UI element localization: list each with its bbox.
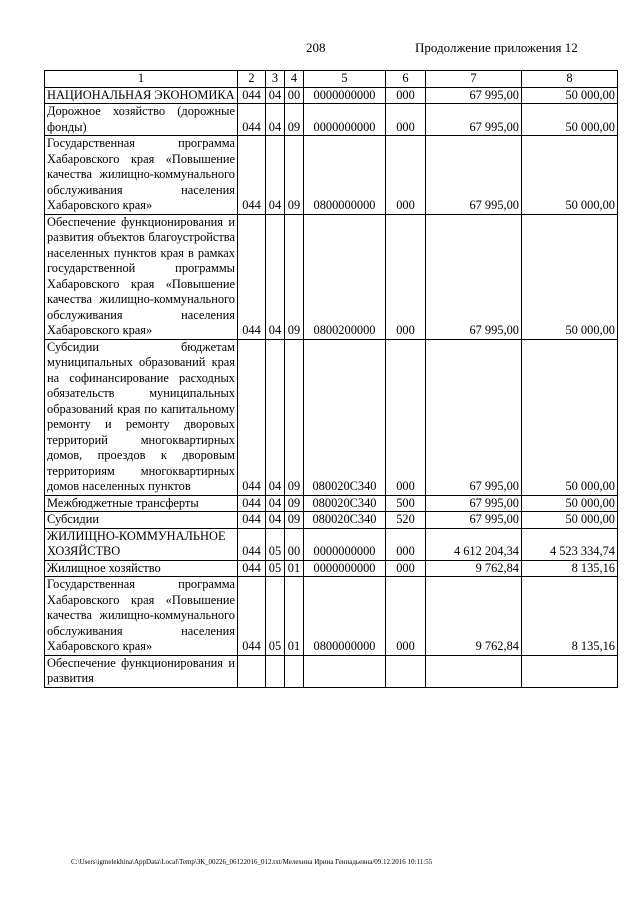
table-row (45, 87, 618, 104)
row-value-cell: 044 (238, 136, 266, 215)
row-value-cell: 044 (238, 577, 266, 656)
table-row (45, 528, 618, 560)
row-value-cell: 4 612 204,34 (426, 528, 522, 560)
row-value-cell: 520 (386, 512, 426, 529)
column-header: 5 (304, 71, 386, 88)
column-header: 3 (266, 71, 285, 88)
row-value-cell: 8 135,16 (522, 577, 618, 656)
appendix-continuation-label: Продолжение приложения 12 (415, 40, 578, 55)
row-value-cell (304, 655, 386, 687)
column-header: 4 (285, 71, 304, 88)
table-row (45, 214, 618, 339)
row-value-cell: 67 995,00 (426, 339, 522, 495)
row-value-cell: 01 (285, 560, 304, 577)
row-value-cell: 09 (285, 214, 304, 339)
row-value-cell: 67 995,00 (426, 104, 522, 136)
row-value-cell: 09 (285, 512, 304, 529)
row-value-cell (266, 655, 285, 687)
row-value-cell: 09 (285, 495, 304, 512)
row-value-cell: 50 000,00 (522, 214, 618, 339)
row-value-cell: 000 (386, 87, 426, 104)
row-value-cell: 044 (238, 512, 266, 529)
row-value-cell (522, 655, 618, 687)
row-value-cell: 04 (266, 87, 285, 104)
row-value-cell: 01 (285, 577, 304, 656)
row-value-cell: 67 995,00 (426, 512, 522, 529)
footer-file-path: C:\Users\igmelekhina\AppData\Local\Temp\ЗК_00226_06122016_012.txt/Мелехина Ирина Геннадьевна/09.12.2016 10:11:55 (71, 858, 433, 866)
row-value-cell: 04 (266, 512, 285, 529)
table-row (45, 577, 618, 656)
row-name-cell: Межбюджетные трансферты (45, 495, 238, 512)
row-value-cell: 09 (285, 339, 304, 495)
row-value-cell: 000 (386, 560, 426, 577)
row-value-cell (426, 655, 522, 687)
row-name-cell: Обеспечение функционирования и развития объектов благоустройства населенных пунктов края в рамках государственной программы Хабаровского края «Повышение качества жилищно-коммунального обслуживания населения Хабаровского края» (45, 214, 238, 339)
row-value-cell: 080020С340 (304, 495, 386, 512)
table-row (45, 655, 618, 687)
row-value-cell: 05 (266, 528, 285, 560)
row-value-cell (386, 655, 426, 687)
table-row (45, 495, 618, 512)
row-value-cell: 50 000,00 (522, 495, 618, 512)
column-header: 1 (45, 71, 238, 88)
row-value-cell: 50 000,00 (522, 87, 618, 104)
row-value-cell: 67 995,00 (426, 495, 522, 512)
row-value-cell: 000 (386, 577, 426, 656)
row-value-cell: 09 (285, 104, 304, 136)
row-value-cell: 500 (386, 495, 426, 512)
row-value-cell: 00 (285, 87, 304, 104)
column-header: 8 (522, 71, 618, 88)
row-value-cell: 044 (238, 560, 266, 577)
row-value-cell: 0000000000 (304, 560, 386, 577)
row-value-cell: 04 (266, 339, 285, 495)
row-value-cell: 50 000,00 (522, 104, 618, 136)
row-name-cell: Государственная программа Хабаровского края «Повышение качества жилищно-коммунального обслуживания населения Хабаровского края» (45, 136, 238, 215)
row-name-cell: Субсидии (45, 512, 238, 529)
table-row (45, 136, 618, 215)
row-value-cell: 09 (285, 136, 304, 215)
row-value-cell: 50 000,00 (522, 512, 618, 529)
column-header: 2 (238, 71, 266, 88)
row-name-cell: ЖИЛИЩНО-КОММУНАЛЬНОЕ ХОЗЯЙСТВО (45, 528, 238, 560)
row-value-cell: 000 (386, 214, 426, 339)
column-header: 6 (386, 71, 426, 88)
row-value-cell: 044 (238, 528, 266, 560)
row-value-cell: 04 (266, 495, 285, 512)
row-name-cell: НАЦИОНАЛЬНАЯ ЭКОНОМИКА (45, 87, 238, 104)
row-value-cell: 05 (266, 577, 285, 656)
row-value-cell: 044 (238, 339, 266, 495)
budget-table (44, 70, 618, 688)
row-value-cell: 080020С340 (304, 339, 386, 495)
row-value-cell: 04 (266, 136, 285, 215)
row-value-cell: 000 (386, 528, 426, 560)
row-value-cell: 9 762,84 (426, 560, 522, 577)
table-row (45, 512, 618, 529)
row-value-cell: 0800200000 (304, 214, 386, 339)
table-row (45, 104, 618, 136)
row-name-cell: Субсидии бюджетам муниципальных образований края на софинансирование расходных обязательств муниципальных образований края по капитальному ремонту и ремонту дворовых территорий многоквартирных домов, проездов к дворовым территориям многоквартирных домов населенных пунктов (45, 339, 238, 495)
row-value-cell: 04 (266, 214, 285, 339)
table-header-row (45, 71, 618, 88)
row-value-cell: 0000000000 (304, 104, 386, 136)
row-value-cell: 0800000000 (304, 577, 386, 656)
row-value-cell: 044 (238, 214, 266, 339)
row-value-cell: 04 (266, 104, 285, 136)
row-value-cell: 000 (386, 104, 426, 136)
row-value-cell: 0000000000 (304, 528, 386, 560)
table-row (45, 560, 618, 577)
row-value-cell: 044 (238, 104, 266, 136)
row-value-cell: 50 000,00 (522, 136, 618, 215)
column-header: 7 (426, 71, 522, 88)
row-name-cell: Жилищное хозяйство (45, 560, 238, 577)
row-value-cell: 080020С340 (304, 512, 386, 529)
page-number: 208 (306, 40, 326, 55)
row-value-cell: 9 762,84 (426, 577, 522, 656)
row-value-cell (285, 655, 304, 687)
row-value-cell: 000 (386, 136, 426, 215)
row-value-cell: 50 000,00 (522, 339, 618, 495)
table-row (45, 339, 618, 495)
row-value-cell: 67 995,00 (426, 214, 522, 339)
row-value-cell (238, 655, 266, 687)
row-value-cell: 0000000000 (304, 87, 386, 104)
row-value-cell: 67 995,00 (426, 87, 522, 104)
row-value-cell: 4 523 334,74 (522, 528, 618, 560)
row-value-cell: 044 (238, 495, 266, 512)
row-name-cell: Государственная программа Хабаровского края «Повышение качества жилищно-коммунального обслуживания населения Хабаровского края» (45, 577, 238, 656)
row-value-cell: 044 (238, 87, 266, 104)
row-value-cell: 0800000000 (304, 136, 386, 215)
row-value-cell: 000 (386, 339, 426, 495)
row-value-cell: 8 135,16 (522, 560, 618, 577)
row-value-cell: 67 995,00 (426, 136, 522, 215)
row-name-cell: Обеспечение функционирования и развития (45, 655, 238, 687)
row-value-cell: 05 (266, 560, 285, 577)
row-value-cell: 00 (285, 528, 304, 560)
row-name-cell: Дорожное хозяйство (дорожные фонды) (45, 104, 238, 136)
